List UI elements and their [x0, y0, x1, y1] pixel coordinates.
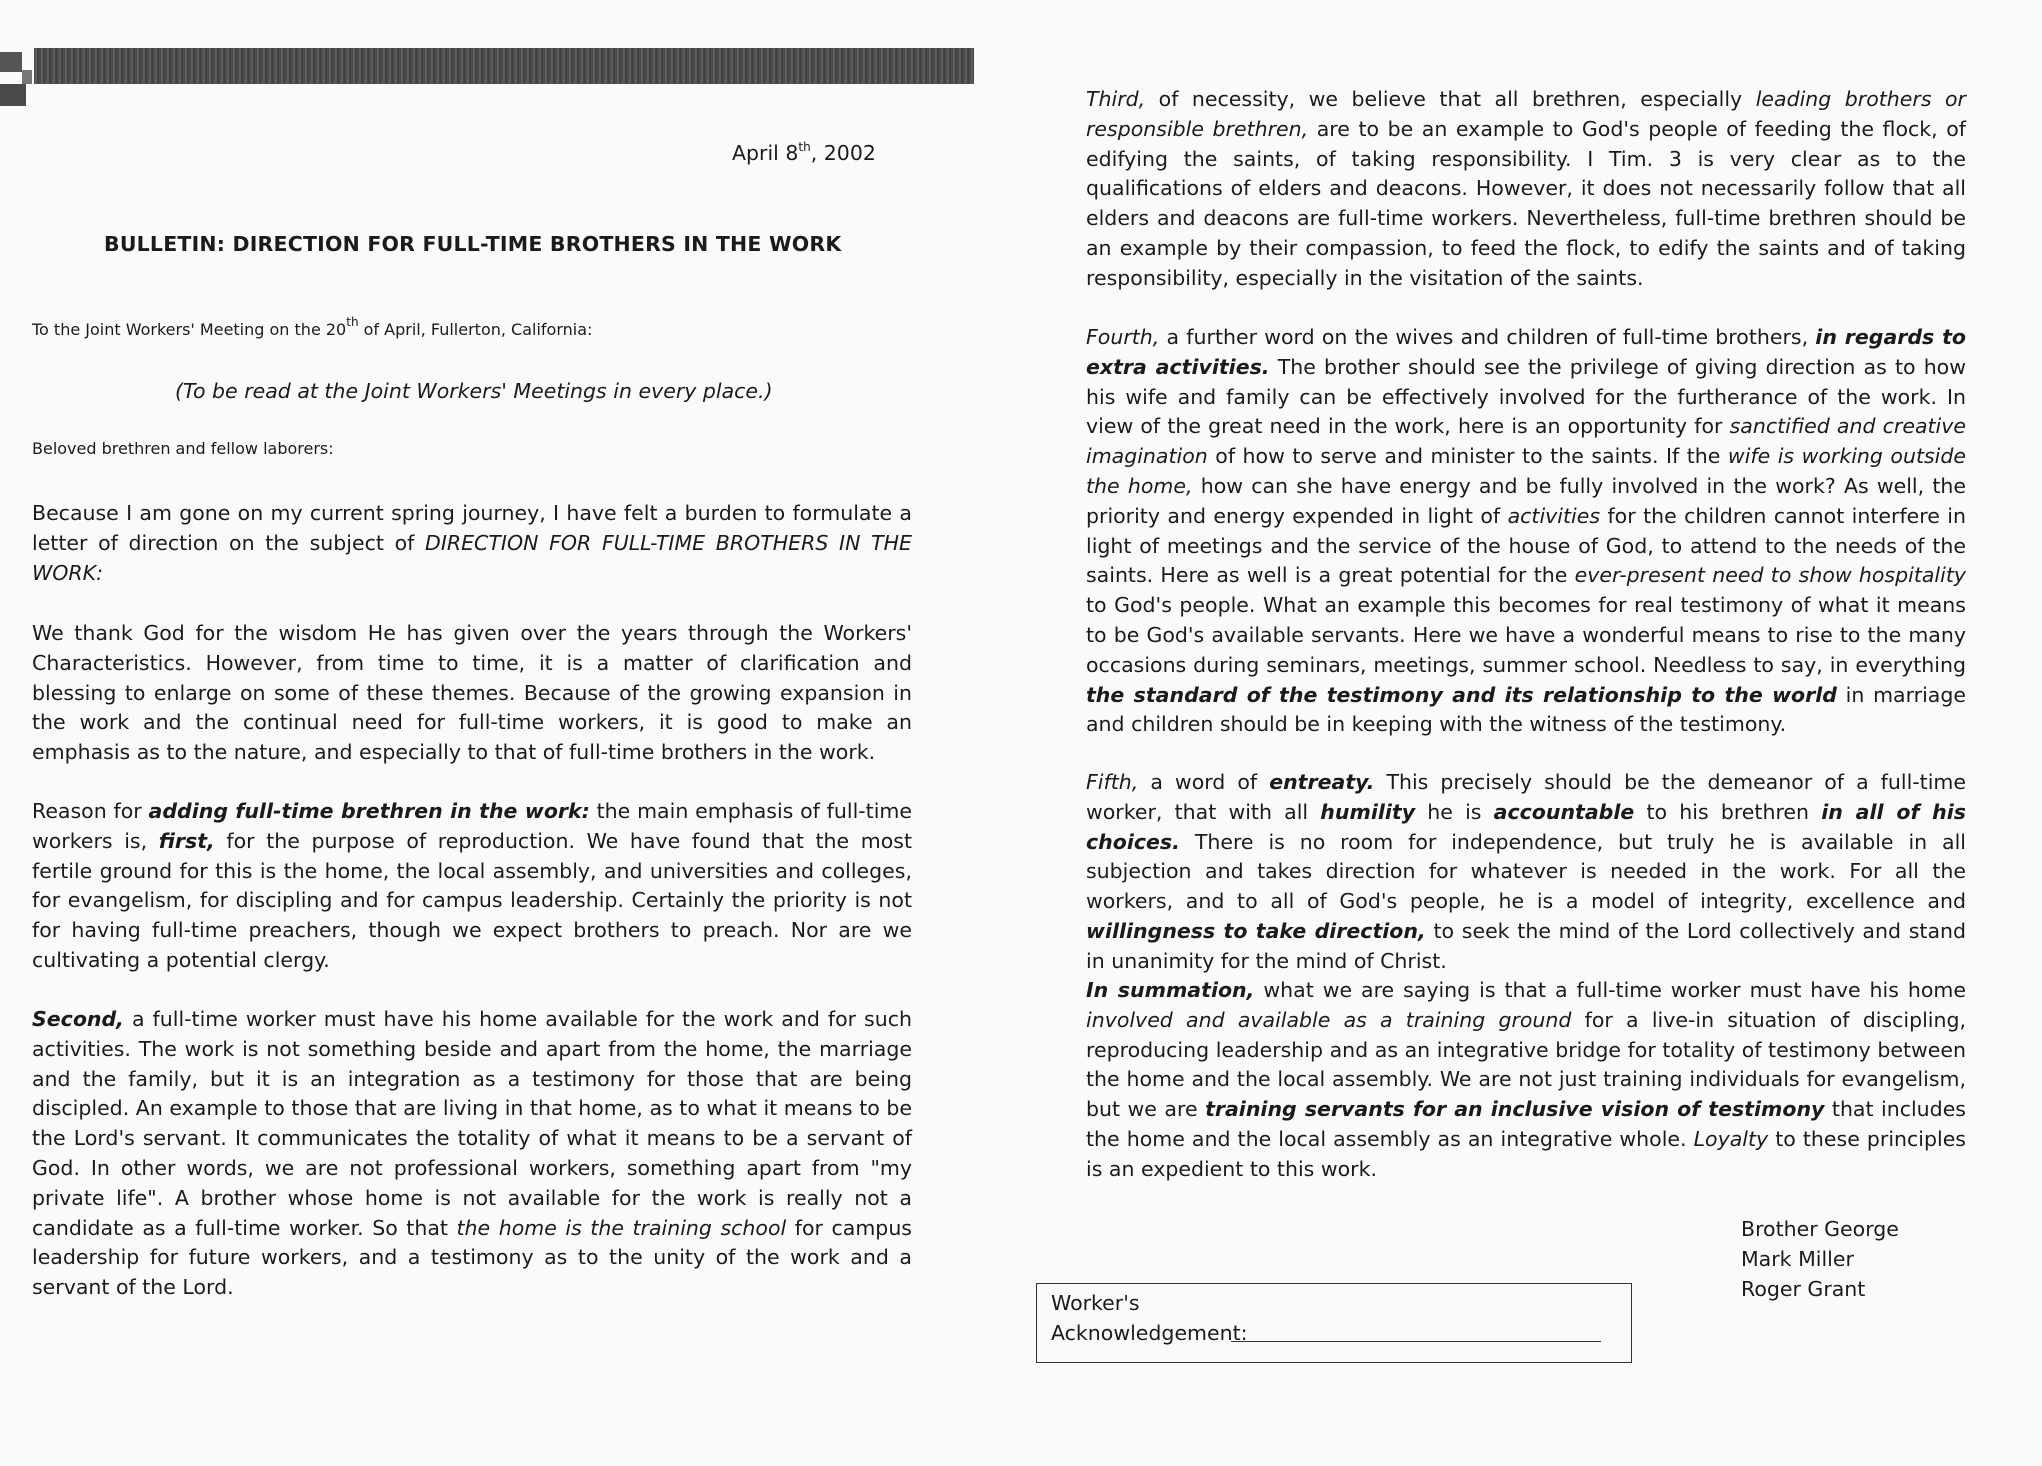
bulletin-title: BULLETIN: DIRECTION FOR FULL-TIME BROTHERS IN THE WORK — [104, 232, 842, 256]
signature-line[interactable] — [1231, 1341, 1601, 1342]
signers-block — [1741, 1214, 1899, 1304]
signer-name: Roger Grant — [1741, 1277, 1866, 1301]
paragraph-fourth: Fourth, a further word on the wives and children of full-time brothers, in regards to extra activities. The brother should see the privilege of giving direction as to how his wife and family can be effectively involved for the furtherance of the work. In view of the great need in the work, here is an opportunity for sanctified and creative imagination of how to serve and minister to the saints. If the wife is working outside the home, how can she have energy and be fully involved in the work? As well, the priority and energy expended in light of activities for the children cannot interfere in light of meetings and the service of the house of God, to attend to the needs of the saints. Here as well is a great potential for the ever-present need to show hospitality to God's people. What an example this becomes for real testimony of what it means to be God's available servants. Here we have a wonderful means to rise to the many occasions during seminars, meetings, summer school. Needless to say, in everything the standard of the testimony and its relationship to the world in marriage and children should be in keeping with the witness of the testimony. — [1086, 325, 1967, 737]
recipient-line: To the Joint Workers' Meeting on the 20th of April, Fullerton, California: — [32, 315, 593, 339]
corner-block — [0, 84, 26, 106]
ack-label-line1: Worker's — [1051, 1291, 1140, 1315]
paragraph-because: Because I am gone on my current spring journey, I have felt a burden to formulate a letter of direction on the subject of DIRECTION FOR FULL-TIME BROTHERS IN THE WORK: — [32, 501, 913, 585]
paragraph-second: Second, a full-time worker must have his home available for the work and for such activities. The work is not something beside and apart from the home, the marriage and the family, but it is an integration as a testimony for those that are being discipled. An example to those that are living in that home, as to what it means to be the Lord's servant. It communicates the totality of what it means to be a servant of God. In other words, we are not professional workers, something apart from "my private life". A brother whose home is not available for the work is really not a candidate as a full-time worker. So that the home is the training school for campus leadership for future workers, and a testimony as to the unity of the work and a servant of the Lord. — [32, 1007, 912, 1300]
header-decorative-bar — [34, 48, 974, 84]
signer-name: Brother George — [1741, 1217, 1899, 1241]
corner-block — [0, 52, 22, 72]
signer-name: Mark Miller — [1741, 1247, 1854, 1271]
corner-block — [22, 70, 32, 84]
paragraph-summation: In summation, what we are saying is that a full-time worker must have his home involved and available as a training ground for a live-in situation of discipling, reproducing leadership and as an integrative bridge for totality of testimony between the home and the local assembly. We are not just training individuals for evangelism, but we are training servants for an inclusive vision of testimony that includes the home and the local assembly as an integrative whole. Loyalty to these principles is an expedient to this work. — [1086, 978, 1966, 1181]
paragraph-third: Third, of necessity, we believe that all brethren, especially leading brothers or responsible brethren, are to be an example to God's people of feeding the flock, of edifying the saints, of taking responsibility. I Tim. 3 is very clear as to the qualifications of elders and deacons. However, it does not necessarily follow that all elders and deacons are full-time workers. Nevertheless, full-time brethren should be an example by their compassion, to feed the flock, to edify the saints and of taking responsibility, especially in the visitation of the saints. — [1086, 87, 1966, 290]
paragraph-fifth: Fifth, a word of entreaty. This precisely should be the demeanor of a full-time worker, that with all humility he is accountable to his brethren in all of his choices. There is no room for independence, but truly he is available in all subjection and takes direction for whatever is needed in the work. For all the workers, and to all of God's people, he is a model of integrity, excellence and willingness to take direction, to seek the mind of the Lord collectively and stand in unanimity for the mind of Christ. — [1086, 770, 1967, 973]
ack-label-line2: Acknowledgement: — [1051, 1321, 1248, 1345]
acknowledgement-box — [1036, 1283, 1632, 1363]
paragraph-thank: We thank God for the wisdom He has given over the years through the Workers' Characteristics. However, from time to time, it is a matter of clarification and blessing to enlarge on some of these themes. Because of the growing expansion in the work and the continual need for full-time workers, it is good to make an emphasis as to the nature, and especially to that of full-time brothers in the work. — [32, 621, 912, 765]
read-instruction: (To be read at the Joint Workers' Meetings in every place.) — [175, 379, 773, 403]
salutation: Beloved brethren and fellow laborers: — [32, 439, 334, 458]
letter-date: April 8th, 2002 — [732, 140, 876, 165]
paragraph-reason: Reason for adding full-time brethren in the work: the main emphasis of full-time workers is, first, for the purpose of reproduction. We have found that the most fertile ground for this is the home, the local assembly, and universities and colleges, for evangelism, for discipling and for campus leadership. Certainly the priority is not for having full-time preachers, though we expect brothers to preach. Nor are we cultivating a potential clergy. — [32, 799, 912, 972]
